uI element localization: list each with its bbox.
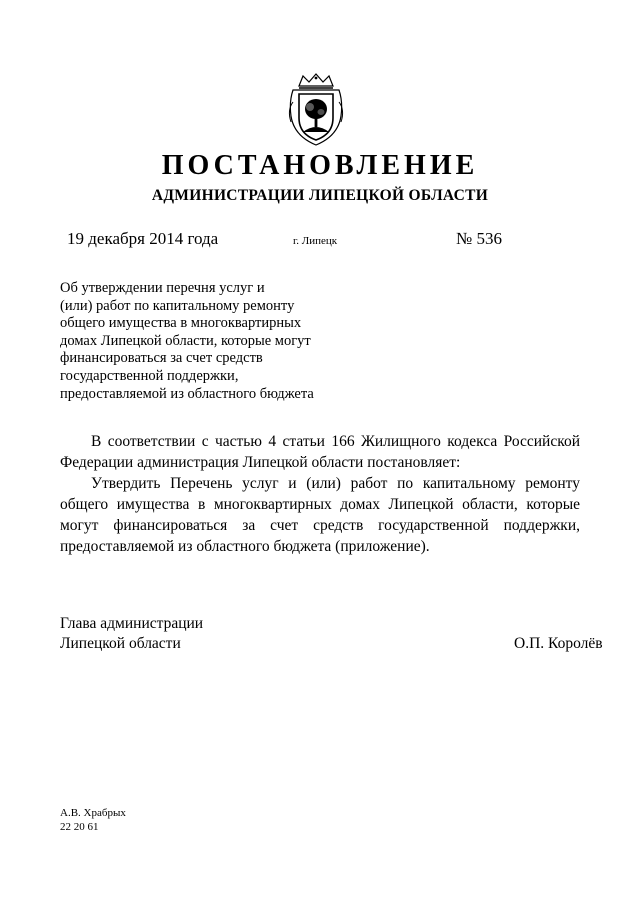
signatory-name: О.П. Королёв bbox=[514, 635, 603, 652]
document-title: ПОСТАНОВЛЕНИЕ bbox=[161, 150, 479, 181]
signatory-position-line: Липецкой области bbox=[60, 635, 181, 652]
signatory-position-line: Глава администрации bbox=[60, 615, 204, 632]
subject-line: предоставляемой из областного бюджета bbox=[60, 385, 314, 402]
document-number: № 536 bbox=[456, 229, 502, 248]
signatory-position bbox=[60, 614, 203, 654]
lipetsk-oblast-coat-of-arms-icon bbox=[285, 72, 347, 148]
subject-line: государственной поддержки, bbox=[60, 367, 239, 384]
subject-line: финансироваться за счет средств bbox=[60, 350, 263, 367]
subject-line: домах Липецкой области, которые могут bbox=[60, 332, 311, 349]
document-city: г. Липецк bbox=[293, 235, 338, 247]
subject-line: Об утверждении перечня услуг и bbox=[60, 280, 265, 296]
body-paragraph: В соответствии с частью 4 статьи 166 Жилищного кодекса Российской Федерации администрация Липецкой области постановляет: bbox=[60, 433, 580, 471]
subject-line: (или) работ по капитальному ремонту bbox=[60, 297, 295, 314]
body-paragraph: Утвердить Перечень услуг и (или) работ по капитальному ремонту общего имущества в многоквартирных домах Липецкой области, которые могут финансироваться за счет средств государственной поддержки, предоставляемой из областного бюджета (приложение). bbox=[60, 475, 580, 555]
executor-info bbox=[60, 806, 126, 834]
document-body bbox=[60, 431, 580, 557]
subject-line: общего имущества в многоквартирных bbox=[60, 315, 302, 332]
document-subject bbox=[60, 280, 360, 403]
document-date: 19 декабря 2014 года bbox=[67, 229, 219, 248]
executor-name: А.В. Храбрых bbox=[60, 807, 126, 819]
document-subtitle: АДМИНИСТРАЦИИ ЛИПЕЦКОЙ ОБЛАСТИ bbox=[151, 187, 489, 204]
executor-phone: 22 20 61 bbox=[60, 821, 99, 833]
